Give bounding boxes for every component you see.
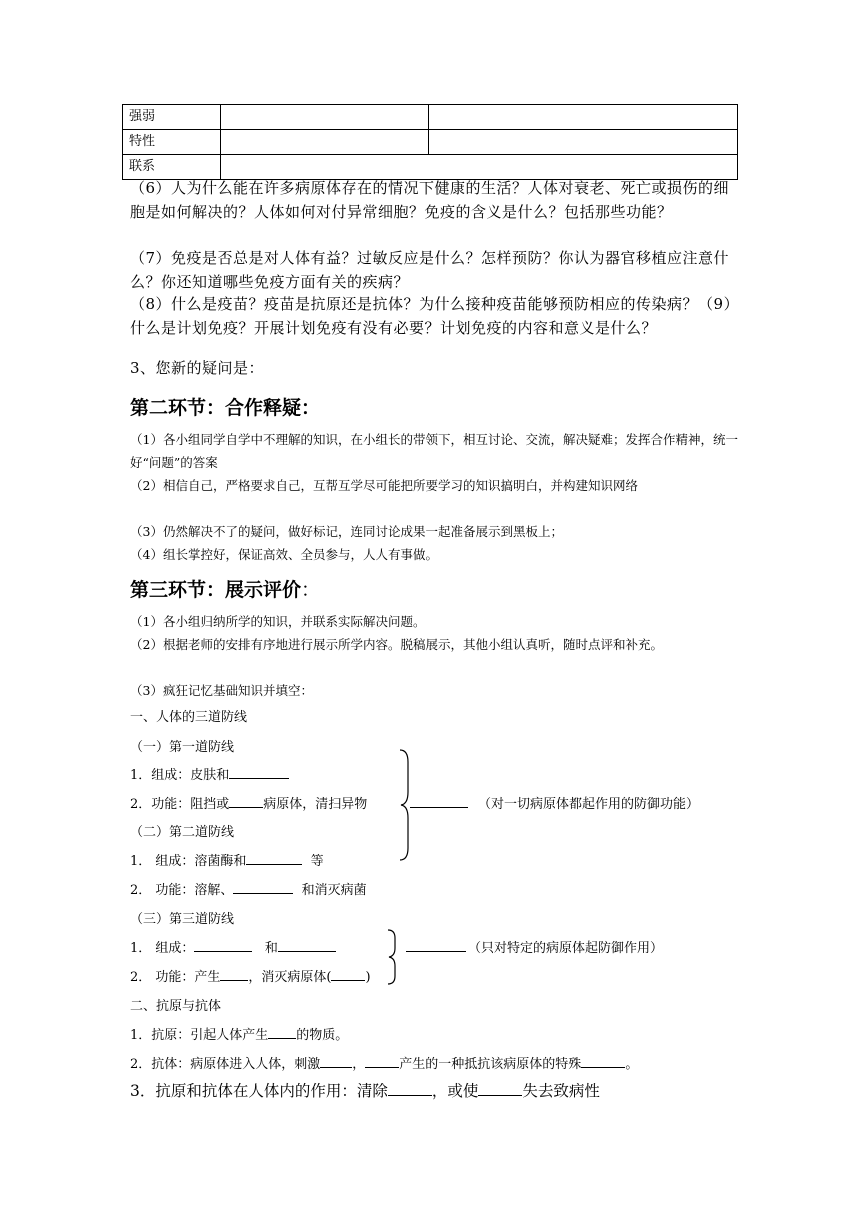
comparison-table bbox=[122, 104, 738, 180]
line3-heading: （三）第三道防线 bbox=[130, 912, 235, 927]
brace-icon bbox=[386, 928, 400, 986]
part1-heading: 一、人体的三道防线 bbox=[130, 710, 248, 725]
blank[interactable] bbox=[320, 1053, 352, 1068]
table-cell bbox=[429, 105, 738, 130]
blank[interactable] bbox=[365, 1053, 399, 1068]
question-8-9: （8）什么是疫苗？疫苗是抗原还是抗体？为什么接种疫苗能够预防相应的传染病？（9）什么是计划免疫？开展计划免疫有没有必要？计划免疫的内容和意义是什么？ bbox=[130, 295, 740, 337]
blank[interactable] bbox=[278, 937, 336, 952]
blank[interactable] bbox=[229, 793, 263, 808]
blank[interactable] bbox=[478, 1081, 522, 1096]
section2-item: （1）各小组同学自学中不理解的知识，在小组长的带领下，相互讨论、交流，解决疑难；发挥合作精神，统一好“问题”的答案 bbox=[130, 432, 738, 470]
table-row bbox=[123, 105, 738, 130]
blank[interactable] bbox=[194, 937, 252, 952]
blank[interactable] bbox=[331, 966, 365, 981]
section2-title: 第二环节：合作释疑： bbox=[130, 397, 321, 419]
blank[interactable] bbox=[388, 1081, 432, 1096]
section2-item: （2）相信自己，严格要求自己，互帮互学尽可能把所要学习的知识搞明白，并构建知识网络 bbox=[130, 478, 638, 493]
question-6: （6）人为什么能在许多病原体存在的情况下健康的生活？人体对衰老、死亡或损伤的细胞是如何解决的？人体如何对付异常细胞？免疫的含义是什么？包括那些功能？ bbox=[130, 179, 730, 221]
line3-function: 2． 功能：产生 ，消灭病原体( ) bbox=[130, 966, 371, 985]
question-7: （7）免疫是否总是对人体有益？过敏反应是什么？怎样预防？你认为器官移植应注意什么？你还知道哪些免疫方面有关的疾病？ bbox=[130, 249, 730, 291]
table-row bbox=[123, 130, 738, 155]
line3-composition: 1． 组成： 和 bbox=[130, 937, 336, 956]
section3-item: （1）各小组归纳所学的知识，并联系实际解决问题。 bbox=[130, 614, 426, 629]
row-label: 特性 bbox=[123, 130, 221, 155]
line3-note: （只对特定的病原体起防御作用） bbox=[468, 941, 664, 956]
antigen-antibody-role: 3．抗原和抗体在人体内的作用：清除 ，或使 失去致病性 bbox=[130, 1082, 600, 1100]
antigen-definition: 1．抗原：引起人体产生 的物质。 bbox=[130, 1024, 348, 1043]
table-row bbox=[123, 155, 738, 180]
table-cell bbox=[221, 105, 429, 130]
line1-2-note: （对一切病原体都起作用的防御功能） bbox=[478, 797, 700, 812]
row-label: 强弱 bbox=[123, 105, 221, 130]
blank[interactable] bbox=[229, 764, 289, 779]
blank[interactable] bbox=[410, 793, 468, 808]
line1-heading: （一）第一道防线 bbox=[130, 740, 235, 755]
new-question-prompt: 3、您新的疑问是： bbox=[130, 359, 265, 377]
table-cell bbox=[429, 130, 738, 155]
section2-item: （3）仍然解决不了的疑问，做好标记，连同讨论成果一起准备展示到黑板上； bbox=[130, 524, 563, 539]
line2-function: 2． 功能：溶解、 和消灭病菌 bbox=[130, 879, 367, 898]
line1-function: 2．功能：阻挡或 病原体，清扫异物 bbox=[130, 793, 367, 812]
table-cell bbox=[221, 130, 429, 155]
blank[interactable] bbox=[406, 937, 466, 952]
antibody-definition: 2．抗体：病原体进入人体，刺激 ， 产生的一种抵抗该病原体的特殊 。 bbox=[130, 1053, 638, 1072]
line2-heading: （二）第二道防线 bbox=[130, 825, 235, 840]
table-cell bbox=[221, 155, 738, 180]
blank[interactable] bbox=[246, 850, 302, 865]
part2-heading: 二、抗原与抗体 bbox=[130, 999, 222, 1014]
section3-item: （3）疯狂记忆基础知识并填空： bbox=[130, 683, 313, 698]
section2-item: （4）组长掌控好，保证高效、全员参与，人人有事做。 bbox=[130, 547, 438, 562]
section3-title: 第三环节：展示评价： bbox=[130, 579, 321, 601]
line2-composition: 1． 组成：溶菌酶和 等 bbox=[130, 850, 324, 869]
blank[interactable] bbox=[233, 879, 293, 894]
blank[interactable] bbox=[268, 1024, 296, 1039]
row-label: 联系 bbox=[123, 155, 221, 180]
blank[interactable] bbox=[581, 1053, 625, 1068]
section3-item: （2）根据老师的安排有序地进行展示所学内容。脱稿展示，其他小组认真听，随时点评和补充。 bbox=[130, 637, 663, 652]
blank[interactable] bbox=[220, 966, 248, 981]
line1-composition: 1．组成：皮肤和 bbox=[130, 764, 289, 783]
